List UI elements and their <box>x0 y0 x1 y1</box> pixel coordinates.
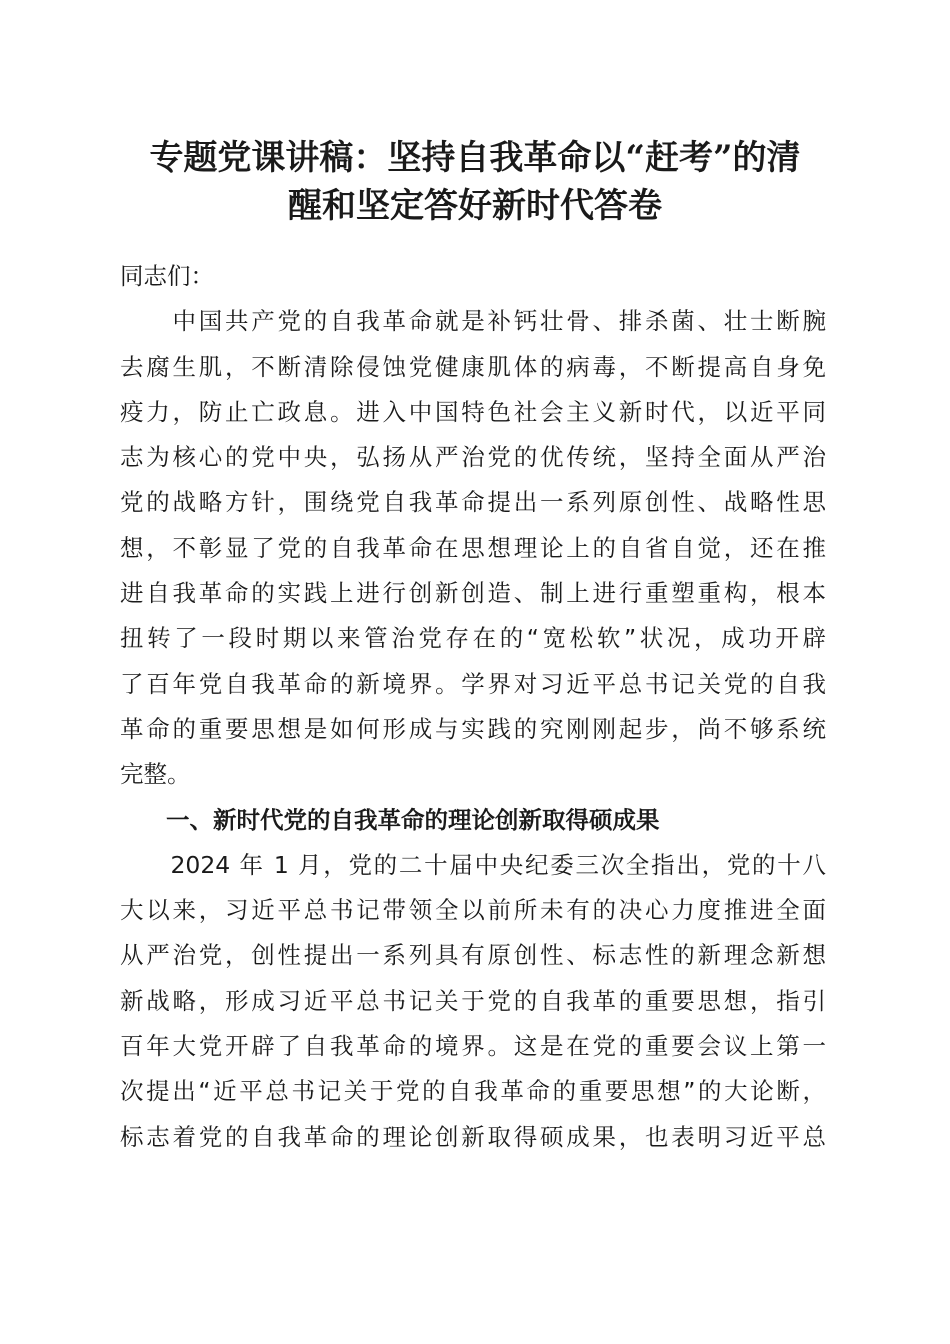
text-line: 革命的重要思想是如何形成与实践的究刚刚起步，尚不够系统 <box>120 714 826 743</box>
title-line-1: 专题党课讲稿：坚持自我革命以“赶考”的清 <box>149 138 801 178</box>
section-heading-1: 一、新时代党的自我革命的理论创新取得硕成果 <box>166 805 660 834</box>
text-line: 新战略，形成习近平总书记关于党的自我革的重要思想，指引 <box>120 986 826 1015</box>
text-line: 从严治党，创性提出一系列具有原创性、标志性的新理念新想 <box>120 941 826 970</box>
text-line: 志为核心的党中央，弘扬从严治党的优传统，坚持全面从严治 <box>120 443 826 472</box>
text-line: 疫力，防止亡政息。进入中国特色社会主义新时代，以近平同 <box>120 397 826 426</box>
text-line: 党的战略方针，围绕党自我革命提出一系列原创性、战略性思 <box>120 488 826 517</box>
text-line: 进自我革命的实践上进行创新创造、制上进行重塑重构，根本 <box>120 579 826 608</box>
text-line: 标志着党的自我革命的理论创新取得硕成果，也表明习近平总 <box>120 1122 826 1151</box>
title-line-2: 醒和坚定答好新时代答卷 <box>288 186 662 226</box>
text-line: 中国共产党的自我革命就是补钙壮骨、排杀菌、壮士断腕 <box>120 307 826 336</box>
text-line: 想，不彰显了党的自我革命在思想理论上的自省自觉，还在推 <box>120 533 826 562</box>
text-line: 2024 年 1 月，党的二十届中央纪委三次全指出，党的十八 <box>120 850 826 879</box>
page-title <box>110 134 840 230</box>
paragraph-section-1 <box>120 843 826 1160</box>
text-line: 百年大党开辟了自我革命的境界。这是在党的重要会议上第一 <box>120 1032 826 1061</box>
text-line: 去腐生肌，不断清除侵蚀党健康肌体的病毒，不断提高自身免 <box>120 352 826 381</box>
greeting: 同志们： <box>120 262 214 290</box>
document-body <box>120 254 826 1160</box>
text-line: 了百年党自我革命的新境界。学界对习近平总书记关党的自我 <box>120 669 826 698</box>
text-line: 扭转了一段时期以来管治党存在的“宽松软”状况，成功开辟 <box>120 624 826 653</box>
text-line: 大以来，习近平总书记带领全以前所未有的决心力度推进全面 <box>120 896 826 925</box>
text-line: 完整。 <box>120 760 191 789</box>
paragraph-intro <box>120 299 826 797</box>
text-line: 次提出“近平总书记关于党的自我革命的重要思想”的大论断， <box>120 1077 826 1106</box>
